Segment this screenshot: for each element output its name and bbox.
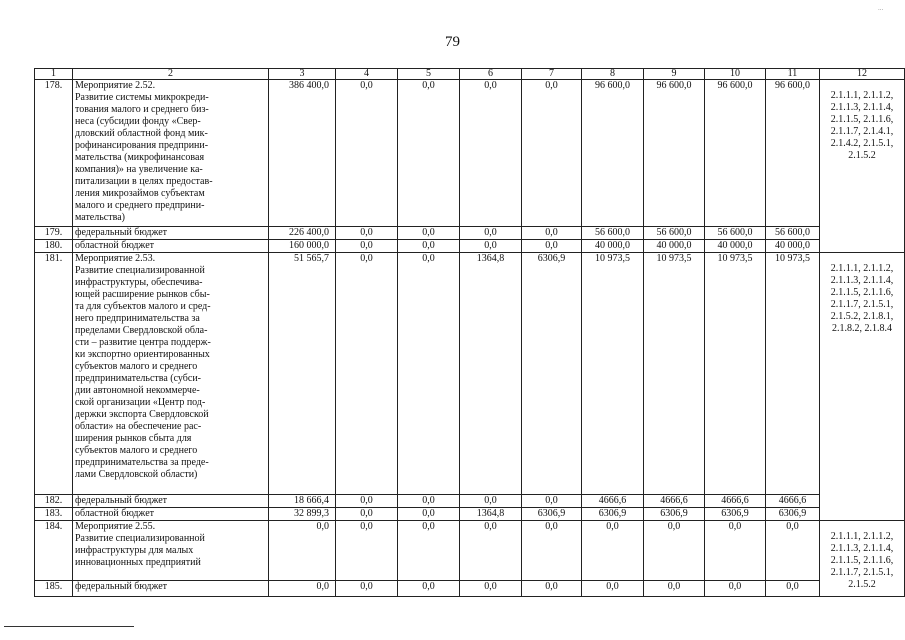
description-line: него предпринимательства за [75, 313, 200, 324]
value-cell: 0,0 [522, 521, 582, 581]
value-cell: 10 973,5 [766, 253, 820, 495]
table-row [35, 495, 905, 508]
description-line: Мероприятие 2.53. [75, 253, 156, 264]
value-cell: 0,0 [398, 495, 460, 508]
description-line: та для субъектов малого и сред- [75, 301, 211, 312]
description-line: дии автономной некоммерче- [75, 385, 200, 396]
corner-mark: ... [878, 4, 884, 12]
code-line: 2.1.1.3, 2.1.1.4, [830, 543, 894, 554]
column-header: 10 [705, 69, 766, 80]
value-cell: 96 600,0 [582, 80, 644, 227]
description-line: лами Свердловской области) [75, 469, 198, 480]
column-header: 3 [269, 69, 336, 80]
value-cell: 226 400,0 [269, 227, 336, 240]
value-cell: 0,0 [522, 80, 582, 227]
description-line: федеральный бюджет [75, 227, 168, 238]
table-row [35, 240, 905, 253]
code-line: 2.1.1.5, 2.1.1.6, [830, 114, 894, 125]
code-line: 2.1.1.1, 2.1.1.2, [830, 263, 894, 274]
description-line: ширения рынков сбыта для [75, 433, 192, 444]
description-line: тования малого и среднего биз- [75, 104, 209, 115]
row-number: 179. [35, 227, 73, 240]
value-cell: 96 600,0 [766, 80, 820, 227]
code-line: 2.1.1.3, 2.1.1.4, [830, 275, 894, 286]
value-cell: 0,0 [398, 240, 460, 253]
value-cell: 4666,6 [766, 495, 820, 508]
row-number: 182. [35, 495, 73, 508]
description-line: Мероприятие 2.52. [75, 80, 156, 91]
description-line: пределами Свердловской обла- [75, 325, 208, 336]
row-number: 185. [35, 581, 73, 597]
value-cell: 18 666,4 [269, 495, 336, 508]
column-header: 12 [820, 69, 905, 80]
description-line: федеральный бюджет [75, 495, 168, 506]
target-codes [820, 253, 905, 521]
value-cell: 4666,6 [705, 495, 766, 508]
description-line: компания)» на увеличение ка- [75, 164, 203, 175]
value-cell: 56 600,0 [644, 227, 705, 240]
description-line: инфраструктуры для малых [75, 545, 194, 556]
description-line: инновационных предприятий [75, 557, 201, 568]
row-description [73, 227, 269, 240]
value-cell: 6306,9 [766, 508, 820, 521]
value-cell: 0,0 [582, 581, 644, 597]
page-number: 79 [445, 34, 460, 50]
table-row [35, 521, 905, 581]
column-header: 7 [522, 69, 582, 80]
column-header: 5 [398, 69, 460, 80]
description-line: области» на обеспечение рас- [75, 421, 202, 432]
description-line: областной бюджет [75, 240, 155, 251]
value-cell: 40 000,0 [582, 240, 644, 253]
code-line: 2.1.5.2 [848, 150, 876, 161]
value-cell: 56 600,0 [766, 227, 820, 240]
row-description [73, 80, 269, 227]
value-cell: 1364,8 [460, 253, 522, 495]
description-line: предпринимательства (субси- [75, 373, 202, 384]
row-number: 183. [35, 508, 73, 521]
value-cell: 0,0 [269, 521, 336, 581]
value-cell: 40 000,0 [766, 240, 820, 253]
column-header: 11 [766, 69, 820, 80]
value-cell: 51 565,7 [269, 253, 336, 495]
value-cell: 0,0 [460, 80, 522, 227]
value-cell: 0,0 [336, 253, 398, 495]
code-line: 2.1.8.2, 2.1.8.4 [832, 323, 892, 334]
value-cell: 56 600,0 [582, 227, 644, 240]
table-row [35, 253, 905, 495]
value-cell: 6306,9 [522, 508, 582, 521]
description-line: ки экспортно ориентированных [75, 349, 210, 360]
description-line: субъектов малого и среднего [75, 445, 198, 456]
value-cell: 4666,6 [644, 495, 705, 508]
value-cell: 10 973,5 [644, 253, 705, 495]
row-number: 180. [35, 240, 73, 253]
column-header: 4 [336, 69, 398, 80]
value-cell: 56 600,0 [705, 227, 766, 240]
description-line: держки экспорта Свердловской [75, 409, 209, 420]
value-cell: 96 600,0 [705, 80, 766, 227]
code-line: 2.1.4.2, 2.1.5.1, [830, 138, 894, 149]
value-cell: 0,0 [460, 581, 522, 597]
value-cell: 1364,8 [460, 508, 522, 521]
row-description [73, 581, 269, 597]
value-cell: 0,0 [460, 240, 522, 253]
value-cell: 0,0 [336, 521, 398, 581]
value-cell: 40 000,0 [705, 240, 766, 253]
description-line: ющей расширение рынков сбы- [75, 289, 210, 300]
value-cell: 0,0 [398, 253, 460, 495]
description-line: питализации в целях предостав- [75, 176, 213, 187]
value-cell: 40 000,0 [644, 240, 705, 253]
row-description [73, 253, 269, 495]
row-number: 184. [35, 521, 73, 581]
description-line: федеральный бюджет [75, 581, 168, 592]
description-line: неса (субсидии фонду «Свер- [75, 116, 201, 127]
footnote-divider [4, 626, 134, 627]
description-line: сти – развитие центра поддерж- [75, 337, 211, 348]
code-line: 2.1.1.5, 2.1.1.6, [830, 287, 894, 298]
value-cell: 0,0 [336, 240, 398, 253]
value-cell: 0,0 [644, 581, 705, 597]
table-row [35, 508, 905, 521]
header-row [35, 69, 905, 80]
value-cell: 6306,9 [522, 253, 582, 495]
row-description [73, 240, 269, 253]
value-cell: 0,0 [522, 495, 582, 508]
description-line: ской организации «Центр под- [75, 397, 206, 408]
value-cell: 0,0 [460, 521, 522, 581]
column-header: 9 [644, 69, 705, 80]
description-line: Развитие специализированной [75, 265, 205, 276]
value-cell: 32 899,3 [269, 508, 336, 521]
code-line: 2.1.1.7, 2.1.5.1, [830, 567, 894, 578]
description-line: рофинансирования предприни- [75, 140, 209, 151]
code-line: 2.1.1.7, 2.1.4.1, [830, 126, 894, 137]
table-row [35, 581, 905, 597]
value-cell: 0,0 [336, 581, 398, 597]
value-cell: 0,0 [336, 80, 398, 227]
value-cell: 0,0 [398, 521, 460, 581]
code-line: 2.1.5.2 [848, 579, 876, 590]
row-description [73, 521, 269, 581]
value-cell: 0,0 [460, 227, 522, 240]
value-cell: 4666,6 [582, 495, 644, 508]
column-header: 2 [73, 69, 269, 80]
description-line: предпринимательства за преде- [75, 457, 209, 468]
value-cell: 6306,9 [582, 508, 644, 521]
value-cell: 0,0 [460, 495, 522, 508]
value-cell: 0,0 [336, 495, 398, 508]
value-cell: 386 400,0 [269, 80, 336, 227]
value-cell: 96 600,0 [644, 80, 705, 227]
value-cell: 0,0 [522, 240, 582, 253]
value-cell: 0,0 [705, 581, 766, 597]
table-row [35, 227, 905, 240]
value-cell: 0,0 [398, 508, 460, 521]
row-number: 181. [35, 253, 73, 495]
table-body [35, 69, 905, 597]
description-line: инфраструктуры, обеспечива- [75, 277, 203, 288]
value-cell: 10 973,5 [705, 253, 766, 495]
description-line: ления микрозаймов субъектам [75, 188, 205, 199]
description-line: мательства) [75, 212, 125, 223]
description-line: дловский областной фонд мик- [75, 128, 208, 139]
value-cell: 0,0 [766, 581, 820, 597]
value-cell: 0,0 [705, 521, 766, 581]
column-header: 6 [460, 69, 522, 80]
description-line: субъектов малого и среднего [75, 361, 198, 372]
description-line: Мероприятие 2.55. [75, 521, 156, 532]
value-cell: 10 973,5 [582, 253, 644, 495]
row-description [73, 495, 269, 508]
code-line: 2.1.5.2, 2.1.8.1, [830, 311, 894, 322]
value-cell: 0,0 [398, 80, 460, 227]
value-cell: 0,0 [644, 521, 705, 581]
value-cell: 6306,9 [644, 508, 705, 521]
value-cell: 0,0 [398, 227, 460, 240]
column-header: 1 [35, 69, 73, 80]
value-cell: 0,0 [336, 508, 398, 521]
row-number: 178. [35, 80, 73, 227]
value-cell: 0,0 [766, 521, 820, 581]
value-cell: 0,0 [336, 227, 398, 240]
value-cell: 0,0 [582, 521, 644, 581]
value-cell: 0,0 [522, 581, 582, 597]
description-line: малого и среднего предприни- [75, 200, 205, 211]
table-row [35, 80, 905, 227]
target-codes [820, 80, 905, 253]
description-line: мательства (микрофинансовая [75, 152, 205, 163]
budget-table [34, 68, 905, 597]
code-line: 2.1.1.1, 2.1.1.2, [830, 531, 894, 542]
description-line: Развитие специализированной [75, 533, 205, 544]
code-line: 2.1.1.3, 2.1.1.4, [830, 102, 894, 113]
value-cell: 0,0 [269, 581, 336, 597]
value-cell: 0,0 [398, 581, 460, 597]
description-line: Развитие системы микрокреди- [75, 92, 209, 103]
value-cell: 0,0 [522, 227, 582, 240]
target-codes [820, 521, 905, 597]
column-header: 8 [582, 69, 644, 80]
value-cell: 160 000,0 [269, 240, 336, 253]
description-line: областной бюджет [75, 508, 155, 519]
row-description [73, 508, 269, 521]
code-line: 2.1.1.5, 2.1.1.6, [830, 555, 894, 566]
code-line: 2.1.1.1, 2.1.1.2, [830, 90, 894, 101]
value-cell: 6306,9 [705, 508, 766, 521]
code-line: 2.1.1.7, 2.1.5.1, [830, 299, 894, 310]
